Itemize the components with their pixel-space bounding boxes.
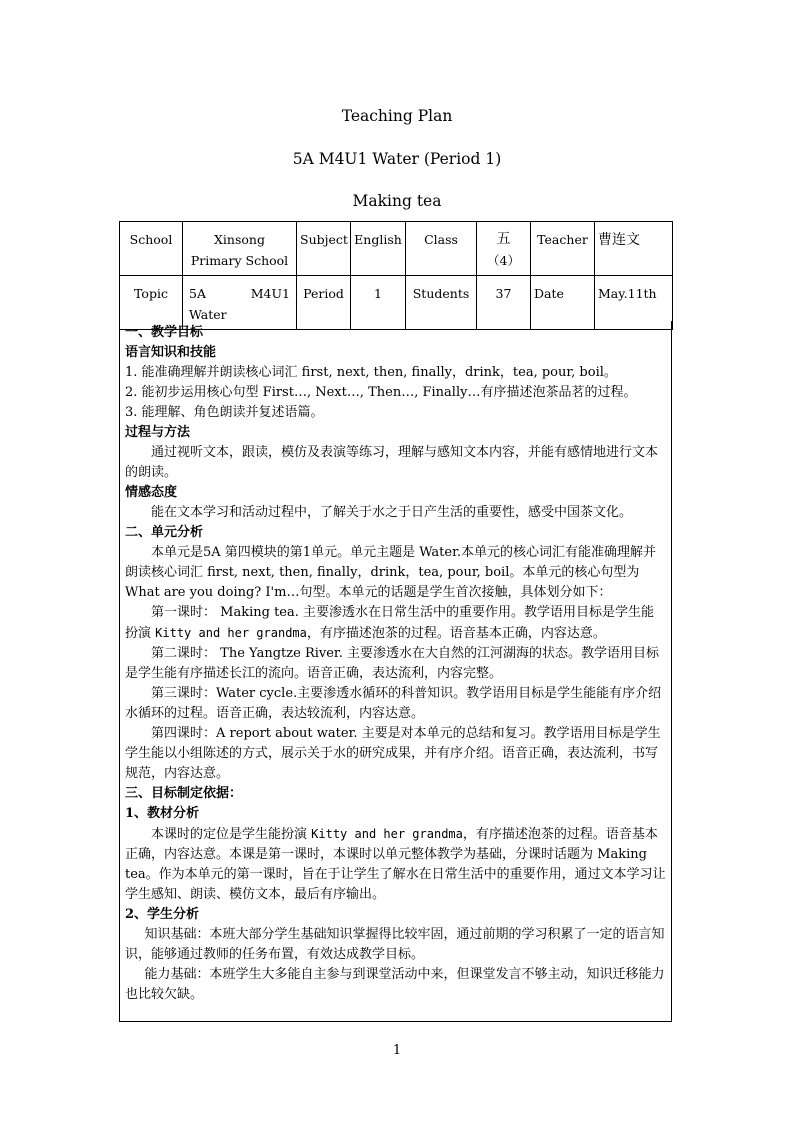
topic-value-line2: Water [189,307,227,322]
section-3-sub-1: 1、教材分析 [125,806,200,821]
lesson-title: Making tea [352,192,442,210]
student-ability: 能力基础：本班学生大多能自主参与到课堂活动中来，但课堂发言不够主动，知识迁移能力也比较欠缺。 [125,967,665,1002]
goal-item-3: 3. 能理解、角色朗读并复述语篇。 [125,405,324,420]
section-1-sub-2: 过程与方法 [125,425,191,440]
lesson-1-en: Making tea. [220,605,299,620]
lesson-4 [125,724,666,784]
class-label-cell [406,222,477,276]
lesson-1-text-2: ，有序描述泡茶的过程。语音基本正确，内容达意。 [306,626,606,641]
attitude-text: 能在文本学习和活动过程中，了解关于水之于日产生活的重要性，感受中国茶文化。 [151,505,633,520]
class-value-line2: （4） [487,253,520,268]
goal-item-2: 2. 能初步运用核心句型 First…, Next…, Then…, Finally…有序描述泡茶品茗的过程。 [125,385,637,400]
lesson-3-en: Water cycle. [216,686,298,701]
topic-value-a: 5A [189,286,206,301]
doc-subtitle: 5A M4U1 Water (Period 1) [292,150,502,168]
goal-item-1: 1. 能准确理解并朗读核心词汇 first, next, then, finally，drink，tea, pour, boil。 [125,365,617,380]
teacher-value: 曹连文 [598,232,640,248]
teacher-value-cell [595,222,673,276]
textbook-analysis-a: 本课时的定位是学生能扮演 [151,827,308,842]
subject-label-cell [297,222,351,276]
section-3-sub-2: 2、学生分析 [125,907,200,922]
content-cell [119,321,672,1022]
section-2-heading: 二、单元分析 [125,525,204,540]
info-row-1 [120,222,673,276]
school-value-cell [183,222,297,276]
teacher-label: Teacher [537,232,588,247]
lesson-1 [125,603,666,644]
class-value-cell [477,222,531,276]
student-knowledge: 知识基础：本班大部分学生基础知识掌握得比较牢固，通过前期的学习积累了一定的语言知识，能够通过教师的任务布置，有效达成教学目标。 [125,927,665,962]
lesson-1-label: 第一课时： [151,605,217,620]
lesson-3 [125,684,666,724]
subject-value: English [354,232,402,247]
date-value: May.11th [598,286,657,301]
doc-title: Teaching Plan [341,107,453,125]
lesson-3-label: 第三课时： [151,686,217,701]
class-label: Class [424,232,458,247]
class-value-line1: 五 [496,231,511,247]
students-label: Students [412,286,470,301]
textbook-analysis-mono: Kitty and her grandma [311,827,463,841]
topic-value-b: M4U1 [250,286,290,301]
lesson-2-en: The Yangtze River. [220,646,343,661]
textbook-analysis [125,824,666,905]
lesson-2 [125,644,666,684]
lesson-1-text-1: 主要渗透水在日常生活中的重要作用。教学语用目标是学生能扮演 [125,605,655,641]
period-value: 1 [374,286,382,301]
school-label: School [129,232,173,247]
lesson-4-label: 第四课时： [151,726,217,741]
section-1-sub-3: 情感态度 [125,485,178,500]
topic-label: Topic [134,286,168,301]
section-3-heading: 三、目标制定依据： [125,786,243,801]
page-number: 1 [392,1043,402,1058]
students-value: 37 [495,286,512,301]
lesson-2-label: 第二课时： [151,646,217,661]
teacher-label-cell [531,222,595,276]
lesson-4-en: A report about water. [216,726,358,741]
lesson-1-mono: Kitty and her grandma [155,626,307,640]
period-label: Period [303,286,344,301]
school-label-cell [120,222,183,276]
section-1-sub-1: 语言知识和技能 [125,345,217,360]
subject-value-cell [351,222,406,276]
info-table [119,221,673,330]
textbook-analysis-b: ，有序描述泡茶的过程。语音基本正确，内容达意。本课是第一课时，本课时以单元整体教学为基础，分课时话题为 Making tea。作为本单元的第一课时，旨在于让学生了解水在日常生活中的重要作用，通过文本学习让学生感知、朗读、模仿文本，最后有序输出。 [125,827,666,902]
date-label: Date [534,286,564,301]
unit-intro: 本单元是5A 第四模块的第1单元。单元主题是 Water.本单元的核心词汇有能准确理解并朗读核心词汇 first, next, then, finally，drink，tea, pour, boil。本单元的核心句型为 What are you doing? I'm…句型。本单元的话题是学生首次接触，具体划分如下： [125,545,657,600]
school-value-line2: Primary School [190,253,289,268]
section-1-heading: 一、教学目标 [125,325,204,340]
school-value-line1: Xinsong [214,232,265,247]
process-method-text: 通过视听文本，跟读，模仿及表演等练习，理解与感知文本内容，并能有感情地进行文本的朗读。 [125,445,659,480]
lesson-4-text: 主要是对本单元的总结和复习。教学语用目标是学生学生能以小组陈述的方式，展示关于水的研究成果，并有序介绍。语音正确，表达流利，书写规范，内容达意。 [125,726,661,781]
lesson-3-text: 主要渗透水循环的科普知识。教学语用目标是学生能能有序介绍水循环的过程。语音正确，表达较流利，内容达意。 [125,686,662,721]
subject-label: Subject [300,232,348,247]
lesson-2-text: 主要渗透水在大自然的江河湖海的状态。教学语用目标是学生能有序描述长江的流向。语音正确，表达流利，内容完整。 [125,646,659,681]
